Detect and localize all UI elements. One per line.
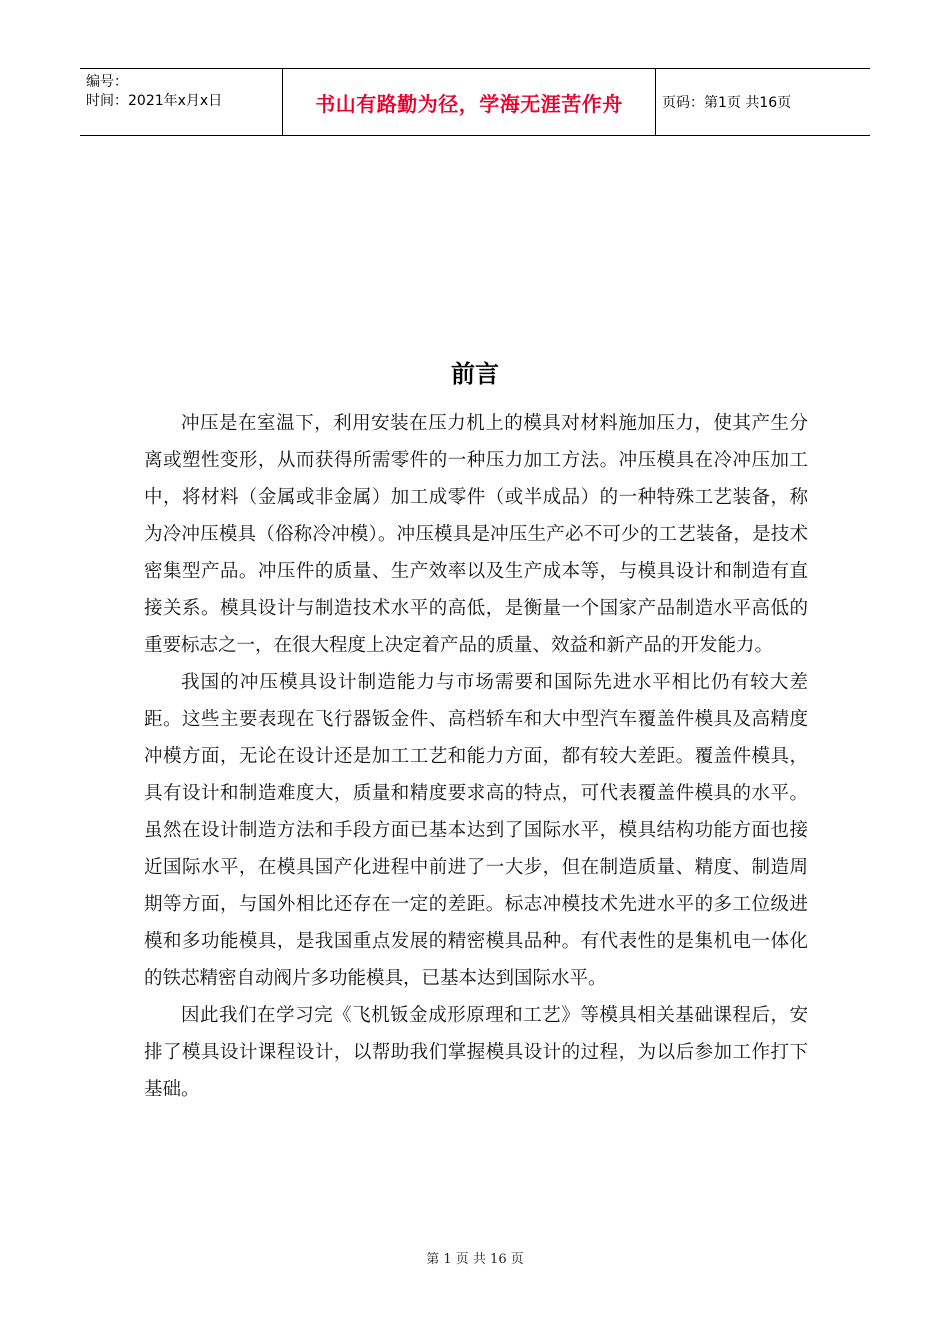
page-footer: 第 1 页 共 16 页 bbox=[426, 1252, 524, 1267]
document-body bbox=[144, 405, 808, 1108]
header-meta bbox=[86, 73, 222, 111]
document-title: 前言 bbox=[451, 360, 499, 388]
header-page-code: 页码：第1页 共16页 bbox=[662, 95, 792, 111]
paragraph-3: 因此我们在学习完《飞机钣金成形原理和工艺》等模具相关基础课程后，安排了模具设计课程设计，以帮助我们掌握模具设计的过程，为以后参加工作打下基础。 bbox=[144, 1005, 808, 1100]
paragraph-1: 冲压是在室温下，利用安装在压力机上的模具对材料施加压力，使其产生分离或塑性变形，从而获得所需零件的一种压力加工方法。冲压模具在冷冲压加工中，将材料（金属或非金属）加工成零件（或半成品）的一种特殊工艺装备，称为冷冲压模具（俗称冷冲模）。冲压模具是冲压生产必不可少的工艺装备，是技术密集型产品。冲压件的质量、生产效率以及生产成本等，与模具设计和制造有直接关系。模具设计与制造技术水平的高低，是衡量一个国家产品制造水平高低的重要标志之一，在很大程度上决定着产品的质量、效益和新产品的开发能力。 bbox=[144, 413, 808, 656]
header-divider-right bbox=[655, 69, 656, 135]
page-header bbox=[80, 68, 870, 136]
document-time-label: 时间：2021年x月x日 bbox=[86, 93, 223, 109]
document-number-label: 编号： bbox=[86, 74, 128, 90]
header-motto: 书山有路勤为径，学海无涯苦作舟 bbox=[315, 91, 623, 116]
paragraph-2: 我国的冲压模具设计制造能力与市场需要和国际先进水平相比仍有较大差距。这些主要表现在飞行器钣金件、高档轿车和大中型汽车覆盖件模具及高精度冲模方面，无论在设计还是加工工艺和能力方面，都有较大差距。覆盖件模具，具有设计和制造难度大，质量和精度要求高的特点，可代表覆盖件模具的水平。虽然在设计制造方法和手段方面已基本达到了国际水平，模具结构功能方面也接近国际水平，在模具国产化进程中前进了一大步，但在制造质量、精度、制造周期等方面，与国外相比还存在一定的差距。标志冲模技术先进水平的多工位级进模和多功能模具，是我国重点发展的精密模具品种。有代表性的是集机电一体化的铁芯精密自动阀片多功能模具，已基本达到国际水平。 bbox=[144, 672, 808, 989]
